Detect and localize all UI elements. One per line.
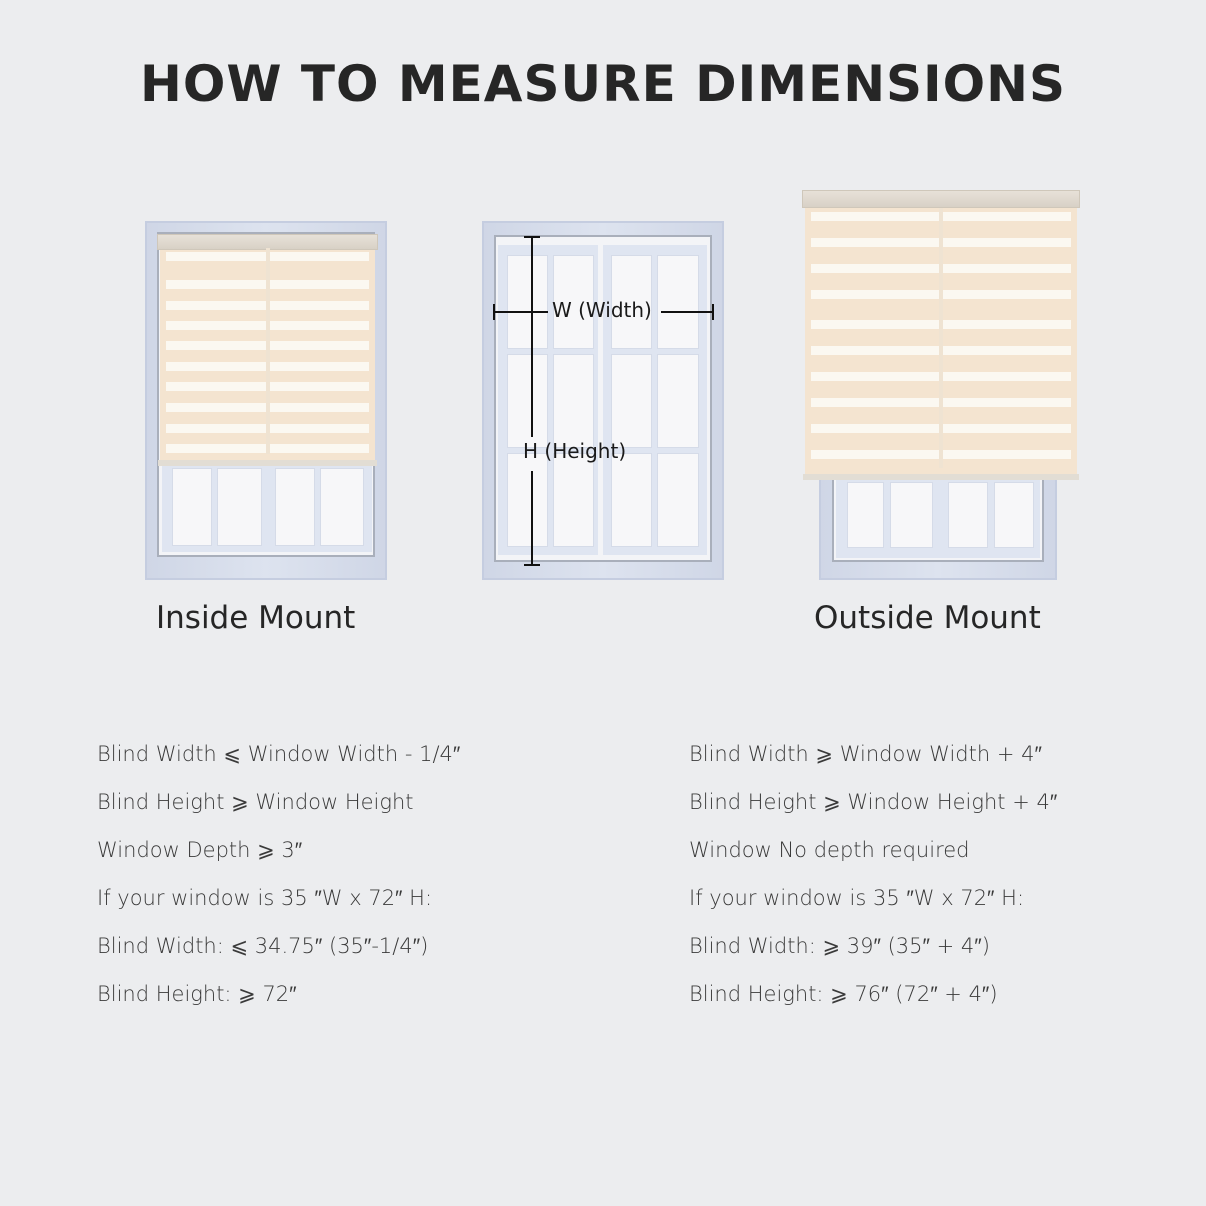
window-pane	[657, 354, 699, 448]
window-pane	[507, 255, 548, 349]
rule-line: Window No depth required	[689, 838, 970, 862]
outside-mount-rules	[689, 737, 1057, 1025]
rule-line: Blind Width: ⩽ 34.75″ (35″-1/4″)	[97, 934, 429, 958]
inside-mount-label: Inside Mount	[156, 600, 356, 636]
rule-line: Blind Width: ⩾ 39″ (35″ + 4″)	[689, 934, 990, 958]
outside-mount-label: Outside Mount	[814, 600, 1041, 636]
rule-line: Blind Height: ⩾ 72″	[97, 982, 297, 1006]
headrail	[802, 190, 1080, 208]
rule-line: Blind Height ⩾ Window Height + 4″	[689, 790, 1058, 814]
window-pane	[994, 482, 1034, 548]
window-pane	[553, 453, 594, 547]
window-pane	[507, 354, 548, 448]
window-pane	[657, 453, 699, 547]
window-pane	[553, 354, 594, 448]
window-pane	[172, 468, 212, 546]
window-pane	[948, 482, 988, 548]
bottom-rail	[158, 460, 377, 466]
window-pane	[507, 453, 548, 547]
window-pane	[657, 255, 699, 349]
width-label: W (Width)	[552, 298, 652, 322]
rule-line: Blind Width ⩾ Window Width + 4″	[689, 742, 1042, 766]
inside-mount-rules	[97, 737, 460, 1025]
rule-line: Window Depth ⩾ 3″	[97, 838, 303, 862]
window-pane	[847, 482, 884, 548]
zebra-blind	[160, 240, 375, 462]
window-pane	[890, 482, 933, 548]
rule-line: Blind Height ⩾ Window Height	[97, 790, 414, 814]
rule-line: Blind Width ⩽ Window Width - 1/4″	[97, 742, 461, 766]
rule-line: Blind Height: ⩾ 76″ (72″ + 4″)	[689, 982, 998, 1006]
window-pane	[320, 468, 364, 546]
page-title: HOW TO MEASURE DIMENSIONS	[139, 55, 1067, 113]
bottom-rail	[803, 474, 1079, 480]
window-pane	[611, 453, 652, 547]
rule-line: If your window is 35 ″W x 72″ H:	[689, 886, 1025, 910]
height-label: H (Height)	[523, 439, 627, 463]
zebra-blind	[805, 200, 1077, 476]
window-pane	[217, 468, 262, 546]
window-pane	[275, 468, 315, 546]
rule-line: If your window is 35 ″W x 72″ H:	[97, 886, 433, 910]
window-pane	[611, 354, 652, 448]
